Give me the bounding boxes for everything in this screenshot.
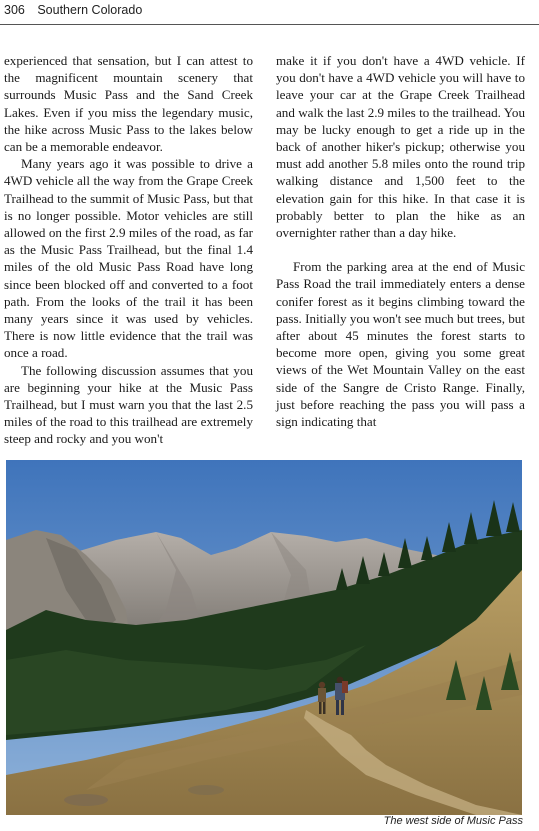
page-number: 306	[4, 3, 25, 17]
section-title: Southern Colorado	[37, 3, 143, 17]
mountain-landscape-illustration	[6, 460, 522, 815]
body-paragraph: experienced that sensation, but I can attest to the magnificent mountain scenery that surrounds Music Pass and the Sand Creek Lakes. Even if you miss the legendary music, the hike across Music Pass to the lakes below can be a memorable endeavor.	[4, 53, 253, 155]
body-paragraph: make it if you don't have a 4WD vehicle. If you don't have a 4WD vehicle you will have to leave your car at the Grape Creek Trailhead and walk the last 2.9 miles to the trailhead. You may be lucky enough to get a ride up in the back of another hiker's pickup; otherwise you must add another 5.8 miles onto the round trip walking distance and 1,500 feet to the elevation gain for this hike. In that case it is probably better to plan the hike as an overnighter rather than a day hike.	[276, 53, 525, 241]
body-paragraph: Many years ago it was possible to drive a 4WD vehicle all the way from the Grape Creek Trailhead to the summit of Music Pass, but that is no longer possible. Motor vehicles are still allowed on the first 2.9 miles of the road, as far as the Music Pass Trailhead, but the final 1.4 miles of the old Music Pass Road have long since been blocked off and converted to a foot path. From the looks of the trail it has been many years since it was used by vehicles. There is now little evidence that the trail was once a road.	[4, 156, 253, 361]
left-text-column	[4, 52, 253, 448]
right-text-column	[276, 52, 525, 430]
header-rule	[0, 24, 539, 25]
running-head	[4, 3, 142, 17]
body-paragraph: From the parking area at the end of Music Pass Road the trail immediately enters a dense conifer forest as it begins climbing toward the pass. Initially you won't see much but trees, but after about 45 minutes the forest starts to become more open, giving you some great views of the Wet Mountain Valley on the east side of the Sangre de Cristo Range. Finally, just before reaching the pass you will pass a sign indicating that	[276, 259, 525, 430]
trail-photo	[6, 460, 522, 815]
body-paragraph: The following discussion assumes that you are beginning your hike at the Music Pass Trailhead, but I must warn you that the last 2.5 miles of the road to this trailhead are extremely steep and rocky and you won't	[4, 362, 253, 447]
photo-caption: The west side of Music Pass	[383, 815, 523, 827]
